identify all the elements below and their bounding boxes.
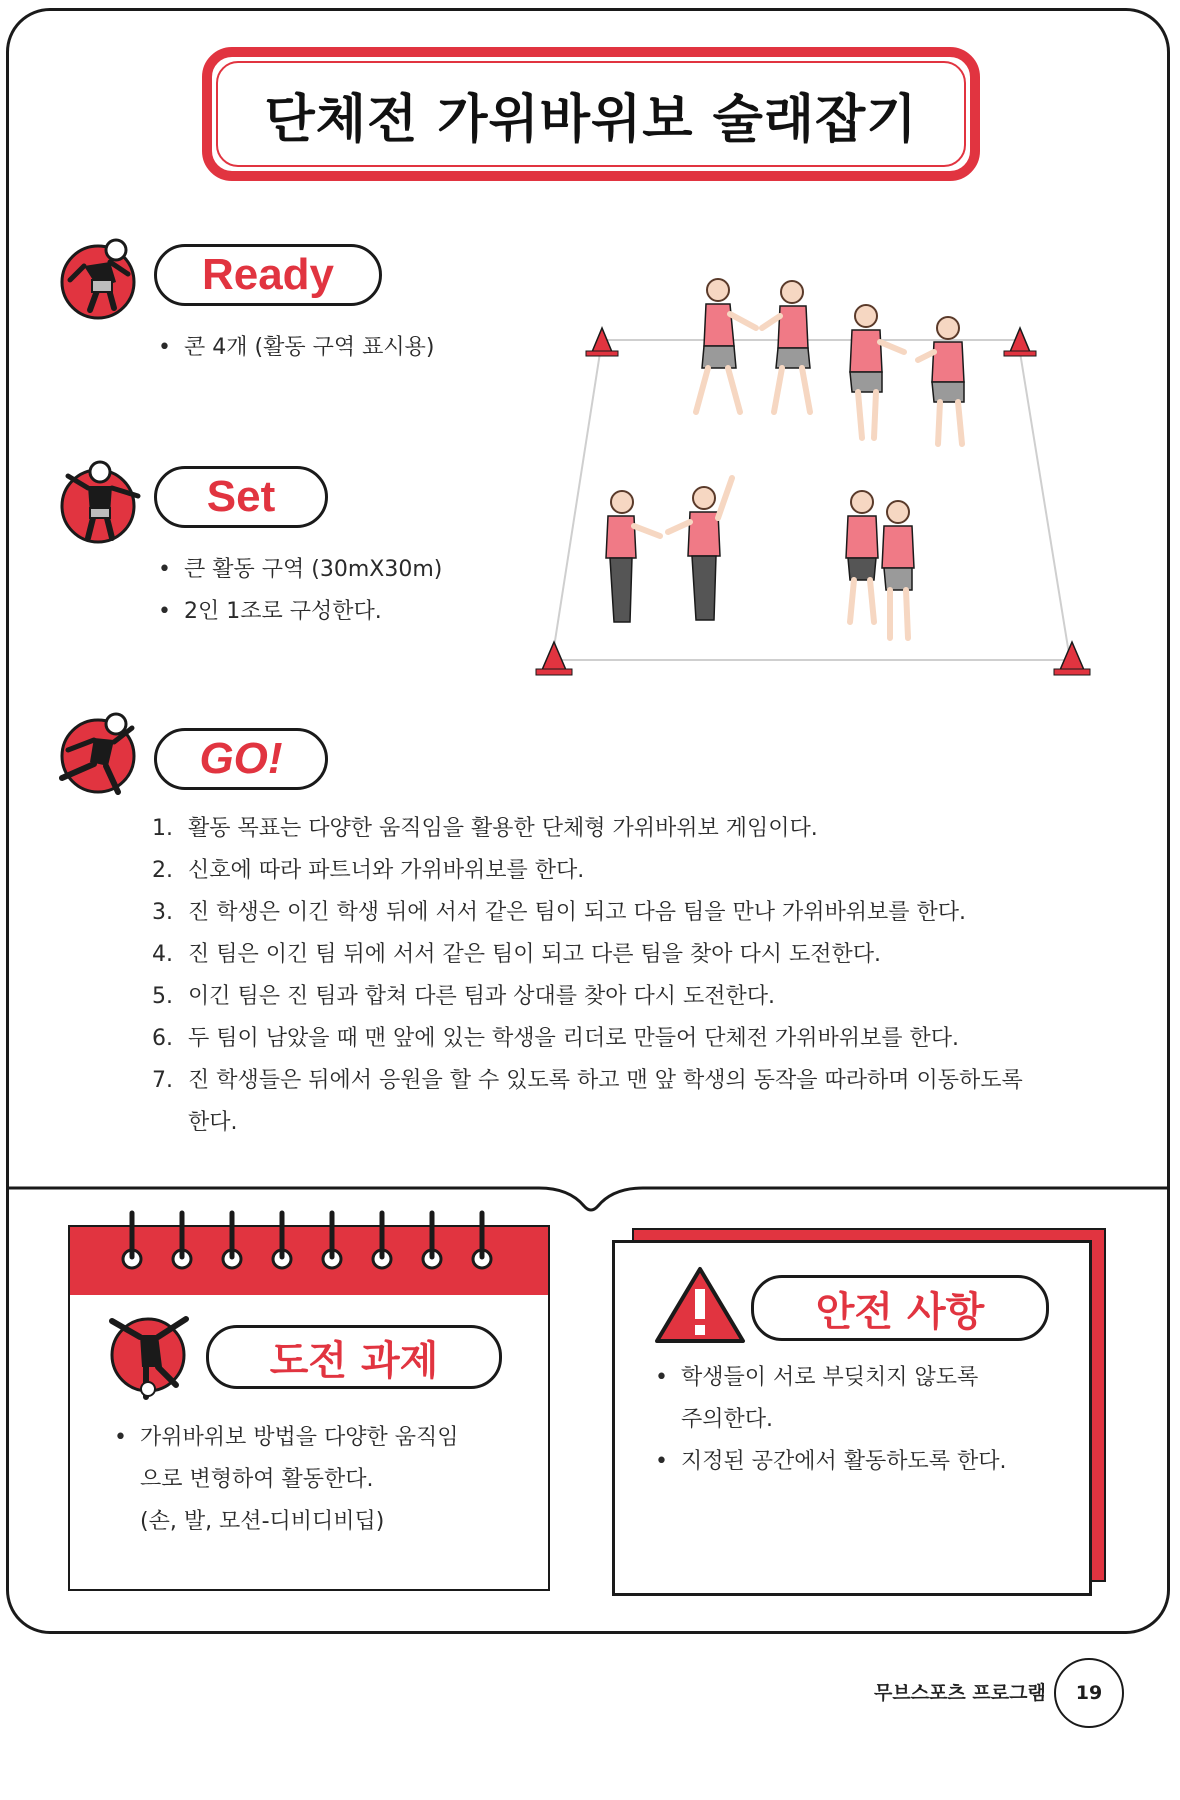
student-figure xyxy=(850,305,904,438)
warning-icon xyxy=(653,1265,747,1345)
step-number: 3. xyxy=(152,900,173,925)
set-item-text: 2인 1조로 구성한다. xyxy=(184,599,382,624)
title-box xyxy=(202,47,980,181)
step-text: 신호에 따라 파트너와 가위바위보를 한다. xyxy=(188,858,585,883)
step-number: 5. xyxy=(152,984,173,1009)
challenge-box xyxy=(68,1225,550,1591)
step-text: 진 팀은 이긴 팀 뒤에 서서 같은 팀이 되고 다른 팀을 찾아 다시 도전한다. xyxy=(188,942,881,967)
step-item xyxy=(152,1060,1023,1102)
step-text: 이긴 팀은 진 팀과 합쳐 다른 팀과 상대를 찾아 다시 도전한다. xyxy=(188,984,775,1009)
student-figure xyxy=(762,281,810,412)
safety-line xyxy=(655,1357,1007,1399)
set-item-text: 큰 활동 구역 (30mX30m) xyxy=(184,557,443,582)
traffic-cone-icon xyxy=(1054,642,1090,675)
bullet-dot: • xyxy=(655,1449,668,1474)
step-item xyxy=(152,976,1023,1018)
student-figure xyxy=(846,491,878,622)
step-number: 2. xyxy=(152,858,173,883)
traffic-cone-icon xyxy=(536,642,572,675)
student-figure xyxy=(696,279,756,412)
bullet-dot: • xyxy=(158,557,171,582)
step-item xyxy=(152,892,1023,934)
safety-box xyxy=(612,1240,1092,1596)
student-figure xyxy=(668,478,732,620)
safety-pill: 안전 사항 xyxy=(751,1275,1049,1341)
step-text: 진 학생들은 뒤에서 응원을 할 수 있도록 하고 맨 앞 학생의 동작을 따라하며 이동하도록 xyxy=(188,1068,1023,1093)
challenge-player-icon xyxy=(106,1305,192,1401)
challenge-text xyxy=(114,1417,459,1543)
page-title: 단체전 가위바위보 술래잡기 xyxy=(264,89,918,150)
ready-item xyxy=(158,330,434,361)
safety-line-text: 지정된 공간에서 활동하도록 한다. xyxy=(681,1449,1007,1474)
bullet-dot: • xyxy=(158,335,171,360)
step-item xyxy=(152,1018,1023,1060)
go-steps-list xyxy=(152,808,1023,1144)
set-pill: Set xyxy=(154,466,328,528)
student-figure xyxy=(918,317,964,444)
go-player-icon xyxy=(54,712,140,798)
safety-text xyxy=(655,1357,1007,1483)
set-player-icon xyxy=(58,460,144,546)
page-number: 19 xyxy=(1054,1658,1124,1728)
safety-line-text: 학생들이 서로 부딪치지 않도록 xyxy=(681,1365,979,1390)
ready-item-text: 콘 4개 (활동 구역 표시용) xyxy=(184,335,435,360)
challenge-pill: 도전 과제 xyxy=(206,1325,502,1389)
go-pill xyxy=(154,728,328,790)
student-figure xyxy=(606,491,660,622)
ready-pill: Ready xyxy=(154,244,382,306)
bullet-dot: • xyxy=(655,1365,668,1390)
step-item xyxy=(152,808,1023,850)
challenge-line: 으로 변형하여 활동한다. xyxy=(140,1467,374,1492)
notebook-rings-icon xyxy=(70,1201,552,1281)
set-item-1 xyxy=(158,552,442,583)
step-text: 두 팀이 남았을 때 맨 앞에 있는 학생을 리더로 만들어 단체전 가위바위보를 한다. xyxy=(188,1026,959,1051)
challenge-line-text: 가위바위보 방법을 다양한 움직임 xyxy=(140,1425,459,1450)
go-label: GO! xyxy=(199,734,283,783)
step-number: 1. xyxy=(152,816,173,841)
safety-line: 주의한다. xyxy=(681,1407,774,1432)
step-number: 7. xyxy=(152,1068,173,1093)
ready-player-icon xyxy=(58,236,144,322)
step-number: 4. xyxy=(152,942,173,967)
traffic-cone-icon xyxy=(586,328,618,356)
footer-program-label: 무브스포츠 프로그램 xyxy=(874,1682,1046,1704)
safety-line xyxy=(655,1441,1007,1483)
step-item xyxy=(152,934,1023,976)
bullet-dot: • xyxy=(114,1425,127,1450)
step-text: 진 학생은 이긴 학생 뒤에 서서 같은 팀이 되고 다음 팀을 만나 가위바위보를 한다. xyxy=(188,900,966,925)
challenge-line: (손, 발, 모션-디비디비딥) xyxy=(140,1509,385,1534)
set-item-2 xyxy=(158,594,382,625)
challenge-line xyxy=(114,1417,459,1459)
step-number: 6. xyxy=(152,1026,173,1051)
step-item-continuation: 한다. xyxy=(188,1110,238,1135)
bullet-dot: • xyxy=(158,599,171,624)
step-item xyxy=(152,850,1023,892)
traffic-cone-icon xyxy=(1004,328,1036,356)
field-illustration xyxy=(530,268,1100,688)
step-text: 활동 목표는 다양한 움직임을 활용한 단체형 가위바위보 게임이다. xyxy=(188,816,818,841)
student-figure xyxy=(882,501,914,638)
